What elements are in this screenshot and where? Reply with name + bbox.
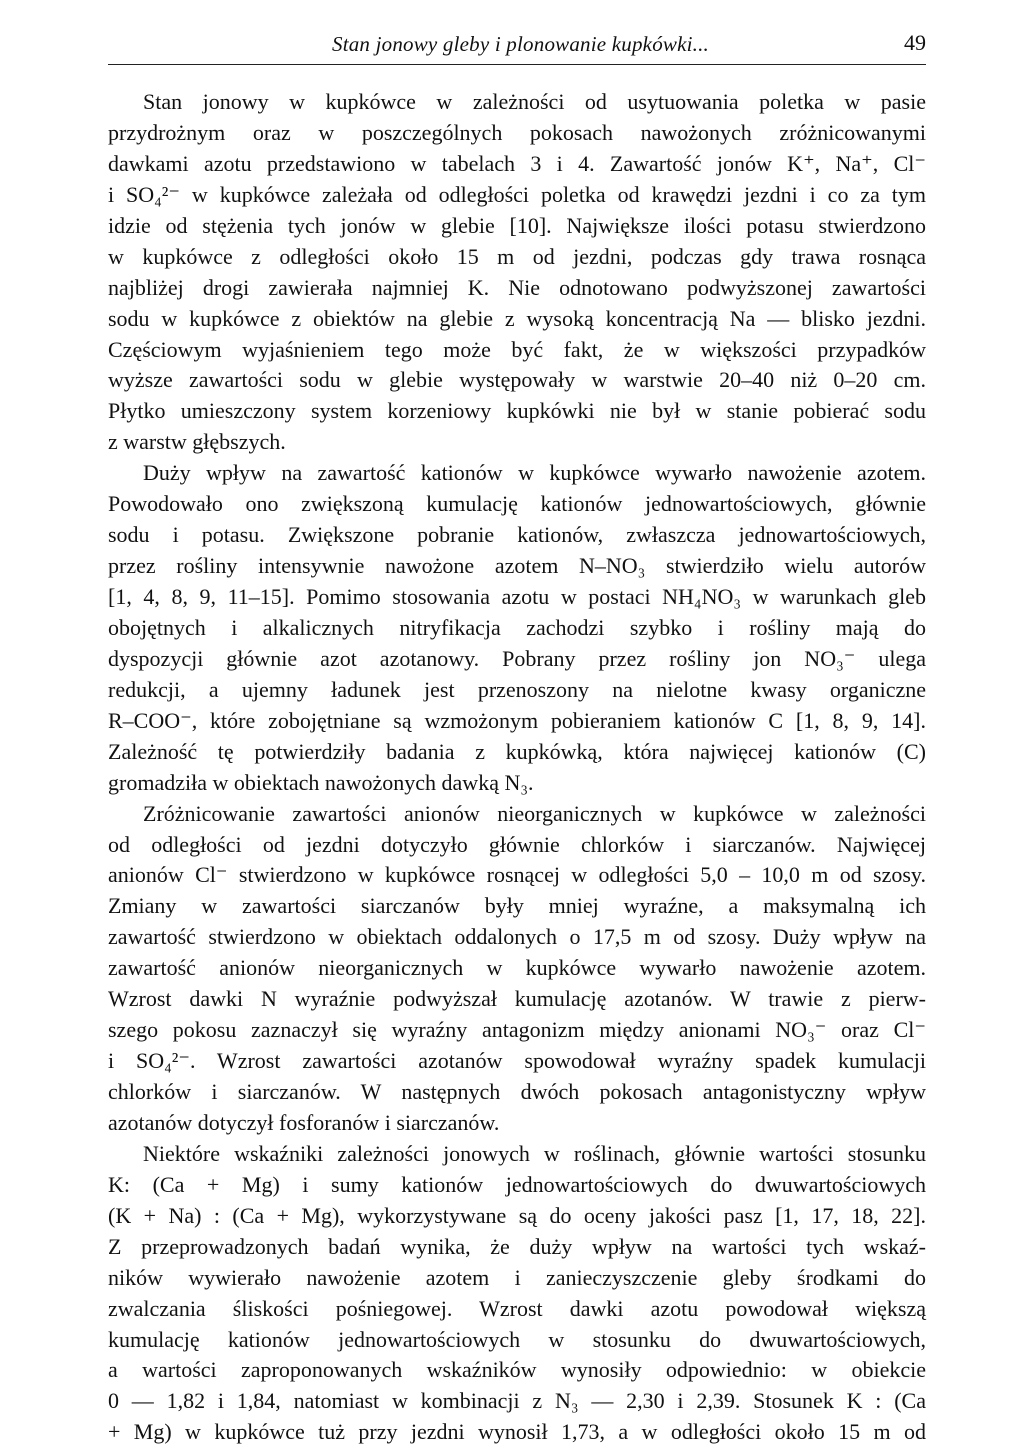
text-line: Stan jonowy w kupkówce w zależności od usytuowania poletka w pasie bbox=[143, 89, 926, 114]
text-line: dyspozycji głównie azot azotanowy. Pobrany przez rośliny jon NO₃⁻ ulega bbox=[108, 645, 926, 671]
running-title: Stan jonowy gleby i plonowanie kupkówki... bbox=[332, 32, 710, 56]
text-line: (K + Na) : (Ca + Mg), wykorzystywane są do oceny jakości pasz [1, 17, 18, 22]. bbox=[108, 1202, 926, 1228]
text-line: + Mg) w kupkówce tuż przy jezdni wynosił 1,73, a w odległości około 15 m od bbox=[108, 1419, 926, 1445]
text-line: obojętnych i alkalicznych nitryfikacja zachodzi szybko i rośliny mają do bbox=[108, 614, 926, 640]
text-line: redukcji, a ujemny ładunek jest przenoszony na nielotne kwasy organiczne bbox=[108, 676, 926, 702]
text-line: i SO₄²⁻. Wzrost zawartości azotanów spowodował wyraźny spadek kumulacji bbox=[108, 1048, 926, 1074]
text-line: przydrożnym oraz w poszczególnych pokosach nawożonych zróżnicowanymi bbox=[108, 119, 926, 145]
text-line: z warstw głębszych. bbox=[108, 429, 286, 455]
text-line: kumulację kationów jednowartościowych w stosunku do dwuwartościowych, bbox=[108, 1326, 926, 1352]
text-line: i SO₄²⁻ w kupkówce zależała od odległości poletka od krawędzi jezdni i co za tym bbox=[108, 181, 926, 207]
text-line: zawartość anionów nieorganicznych w kupkówce wywarło nawożenie azotem. bbox=[108, 955, 926, 981]
text-line: w kupkówce z odległości około 15 m od jezdni, podczas gdy trawa rosnąca bbox=[108, 243, 926, 269]
text-line: K: (Ca + Mg) i sumy kationów jednowartościowych do dwuwartościowych bbox=[108, 1171, 926, 1197]
text-line: idzie od stężenia tych jonów w glebie [10]. Największe ilości potasu stwierdzono bbox=[108, 212, 926, 238]
text-line: azotanów dotyczył fosforanów i siarczanów. bbox=[108, 1109, 500, 1135]
text-line: zwalczania śliskości pośniegowej. Wzrost dawki azotu powodował większą bbox=[108, 1295, 926, 1321]
text-line: 0 — 1,82 i 1,84, natomiast w kombinacji z N₃ — 2,30 i 2,39. Stosunek K : (Ca bbox=[108, 1388, 926, 1414]
text-line: sodu i potasu. Zwiększone pobranie kationów, zwłaszcza jednowartościowych, bbox=[108, 522, 926, 548]
page-header bbox=[108, 28, 926, 65]
text-line: przez rośliny intensywnie nawożone azotem N–NO₃ stwierdziło wielu autorów bbox=[108, 553, 926, 579]
text-line: Z przeprowadzonych badań wynika, że duży wpływ na wartości tych wskaź- bbox=[108, 1233, 926, 1259]
text-line: najbliżej drogi zawierała najmniej K. Nie odnotowano podwyższonej zawartości bbox=[108, 274, 926, 300]
text-line: [1, 4, 8, 9, 11–15]. Pomimo stosowania azotu w postaci NH₄NO₃ w warunkach gleb bbox=[108, 584, 926, 609]
text-line: Duży wpływ na zawartość kationów w kupkówce wywarło nawożenie azotem. bbox=[143, 460, 926, 486]
text-line: gromadziła w obiektach nawożonych dawką N₃. bbox=[108, 769, 534, 795]
page-number: 49 bbox=[904, 30, 926, 55]
text-line: dawkami azotu przedstawiono w tabelach 3 i 4. Zawartość jonów K⁺, Na⁺, Cl⁻ bbox=[108, 150, 926, 176]
text-line: Płytko umieszczony system korzeniowy kupkówki nie był w stanie pobierać sodu bbox=[108, 398, 926, 424]
text-line: Częściowym wyjaśnieniem tego może być fakt, że w większości przypadków bbox=[108, 336, 926, 362]
text-line: zawartość stwierdzono w obiektach oddalonych o 17,5 m od szosy. Duży wpływ na bbox=[108, 924, 926, 950]
text-line: od odległości od jezdni dotyczyło głównie chlorków i siarczanów. Najwięcej bbox=[108, 831, 926, 857]
body-text bbox=[108, 87, 926, 1448]
text-line: Zależność tę potwierdziły badania z kupkówką, która najwięcej kationów (C) bbox=[108, 738, 926, 764]
text-line: szego pokosu zaznaczył się wyraźny antagonizm między anionami NO₃⁻ oraz Cl⁻ bbox=[108, 1017, 926, 1043]
text-line: Zmiany w zawartości siarczanów były mniej wyraźne, a maksymalną ich bbox=[108, 893, 926, 919]
text-line: Niektóre wskaźniki zależności jonowych w roślinach, głównie wartości stosunku bbox=[143, 1140, 926, 1166]
text-line: Powodowało ono zwiększoną kumulację kationów jednowartościowych, głównie bbox=[108, 491, 926, 517]
text-line: sodu w kupkówce z obiektów na glebie z wysoką koncentracją Na — blisko jezdni. bbox=[108, 305, 926, 331]
text-line: a wartości zaproponowanych wskaźników wynosiły odpowiednio: w obiekcie bbox=[108, 1357, 926, 1383]
text-line: Wzrost dawki N wyraźnie podwyższał kumulację azotanów. W trawie z pierw- bbox=[108, 986, 926, 1012]
text-line: chlorków i siarczanów. W następnych dwóch pokosach antagonistyczny wpływ bbox=[108, 1079, 926, 1104]
text-line: anionów Cl⁻ stwierdzono w kupkówce rosnącej w odległości 5,0 – 10,0 m od szosy. bbox=[108, 862, 926, 888]
text-line: Zróżnicowanie zawartości anionów nieorganicznych w kupkówce w zależności bbox=[143, 800, 926, 826]
text-line: wyższe zawartości sodu w glebie występowały w warstwie 20–40 niż 0–20 cm. bbox=[108, 367, 926, 393]
text-line: ników wywierało nawożenie azotem i zanieczyszczenie gleby środkami do bbox=[108, 1264, 926, 1290]
text-line: R–COO⁻, które zobojętniane są wzmożonym pobieraniem kationów C [1, 8, 9, 14]. bbox=[108, 707, 926, 733]
